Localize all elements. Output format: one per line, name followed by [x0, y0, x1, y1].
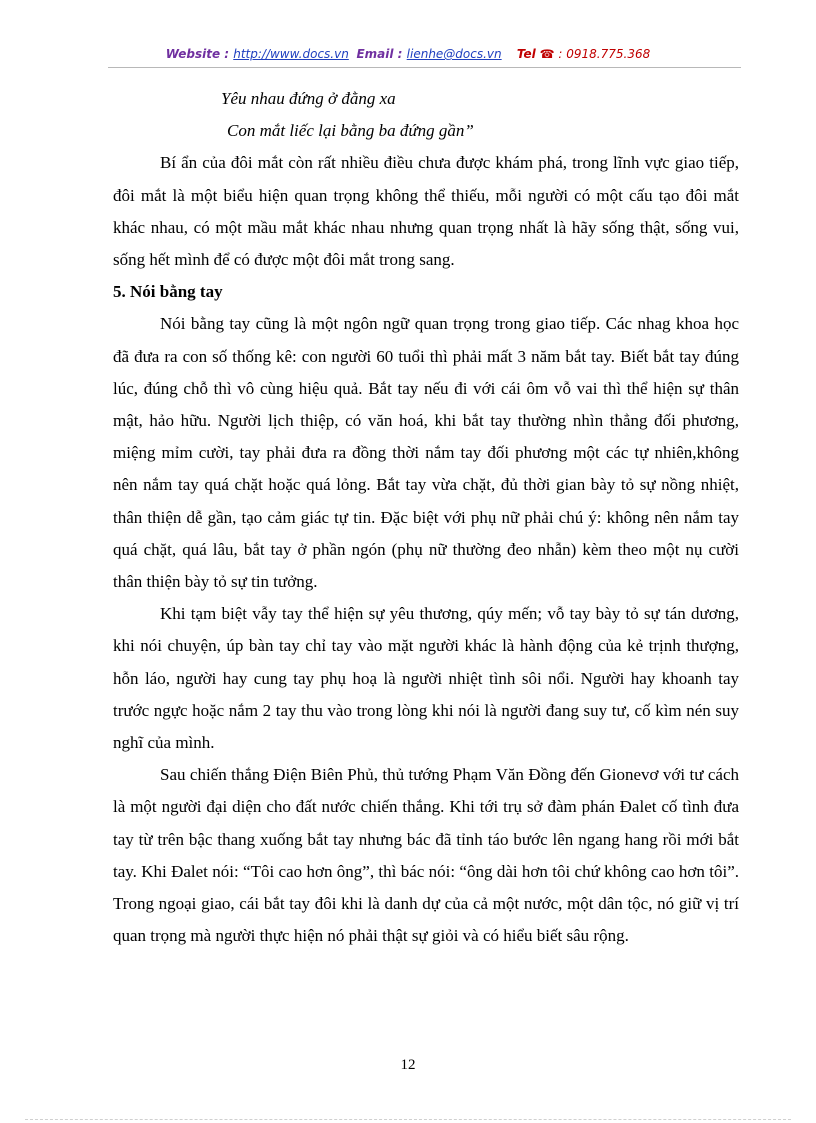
website-separator: : [220, 47, 234, 61]
paragraph-eyes: Bí ẩn của đôi mắt còn rất nhiều điều chưa được khám phá, trong lĩnh vực giao tiếp, đôi mắt là một biểu hiện quan trọng không thể thiếu, mỗi người có một cấu tạo đôi mắt khác nhau, có một mầu mắt khác nhau nhưng quan trọng nhất là hãy sống thật, sống vui, sống hết mình để có được một đôi mắt trong sang. [113, 153, 739, 270]
document-body [113, 83, 739, 952]
phone-icon: ☎ [539, 47, 555, 61]
paragraph-diplomacy: Sau chiến thắng Điện Biên Phủ, thủ tướng Phạm Văn Đồng đến Gionevơ với tư cách là một người đại diện cho đất nước chiến thắng. Khi tới trụ sở đàm phán Đalet cố tình đưa tay từ trên bậc thang xuống bắt tay nhưng bác đã tỉnh táo bước lên ngang hang rồi mới bắt tay. Khi Đalet nói: “Tôi cao hơn ông”, thì bác nói: “ông dài hơn tôi chứ không cao hơn tôi”. Trong ngoại giao, cái bắt tay đôi khi là danh dự của cả một nước, một dân tộc, nó giữ vị trí quan trọng mà người thực hiện nó phải thật sự giỏi và có hiểu biết sâu rộng. [113, 765, 739, 946]
section-heading: 5. Nói bằng tay [113, 282, 223, 302]
page-header [0, 47, 816, 61]
page-number: 12 [400, 1057, 416, 1073]
email-label: Email [356, 47, 394, 61]
website-label: Website [165, 47, 221, 61]
poem-line-2: Con mắt liếc lại bằng ba đứng gần” [227, 121, 474, 141]
poem-line-1: Yêu nhau đứng ở đằng xa [221, 89, 396, 108]
email-link[interactable]: lienhe@docs.vn [406, 47, 502, 61]
header-divider [108, 67, 741, 68]
page-bottom-divider [25, 1119, 791, 1120]
paragraph-handshake: Nói bằng tay cũng là một ngôn ngữ quan trọng trong giao tiếp. Các nhag khoa học đã đưa ra con số thống kê: con người 60 tuổi thì phải mất 3 năm bắt tay. Biết bắt tay đúng lúc, đúng chỗ thì vô cùng hiệu quả. Bắt tay nếu đi với cái ôm vỗ vai thì thể hiện sự thân mật, hảo hữu. Người lịch thiệp, có văn hoá, khi bắt tay thường nhìn thẳng đối phương, miệng mỉm cười, tay phải đưa ra đồng thời nắm tay đối phương một các tự nhiên,không nên nắm tay quá chặt hoặc quá lỏng. Bắt tay vừa chặt, đủ thời gian bày tỏ sự nồng nhiệt, thân thiện dễ gần, tạo cảm giác tự tin. Đặc biệt với phụ nữ phải chú ý: không nên nắm tay quá chặt, quá lâu, bắt tay ở phần ngón (phụ nữ thường đeo nhẫn) kèm theo một nụ cười thân thiện bày tỏ sự tin tưởng. [113, 314, 739, 592]
paragraph-gestures: Khi tạm biệt vẫy tay thể hiện sự yêu thương, qúy mến; vỗ tay bày tỏ sự tán dương, khi nói chuyện, úp bàn tay chỉ tay vào mặt người khác là hành động của kẻ trịnh thượng, hỗn láo, người hay cung tay phụ hoạ là người nhiệt tình sôi nổi. Người hay khoanh tay trước ngực hoặc nắm 2 tay thu vào trong lòng khi nói là người đang suy tư, cố kìm nén suy nghĩ của mình. [113, 604, 739, 753]
email-separator: : [393, 47, 407, 61]
phone-number: : 0918.775.368 [554, 47, 651, 61]
tel-label: Tel [516, 47, 536, 61]
website-link[interactable]: http://www.docs.vn [233, 47, 349, 61]
